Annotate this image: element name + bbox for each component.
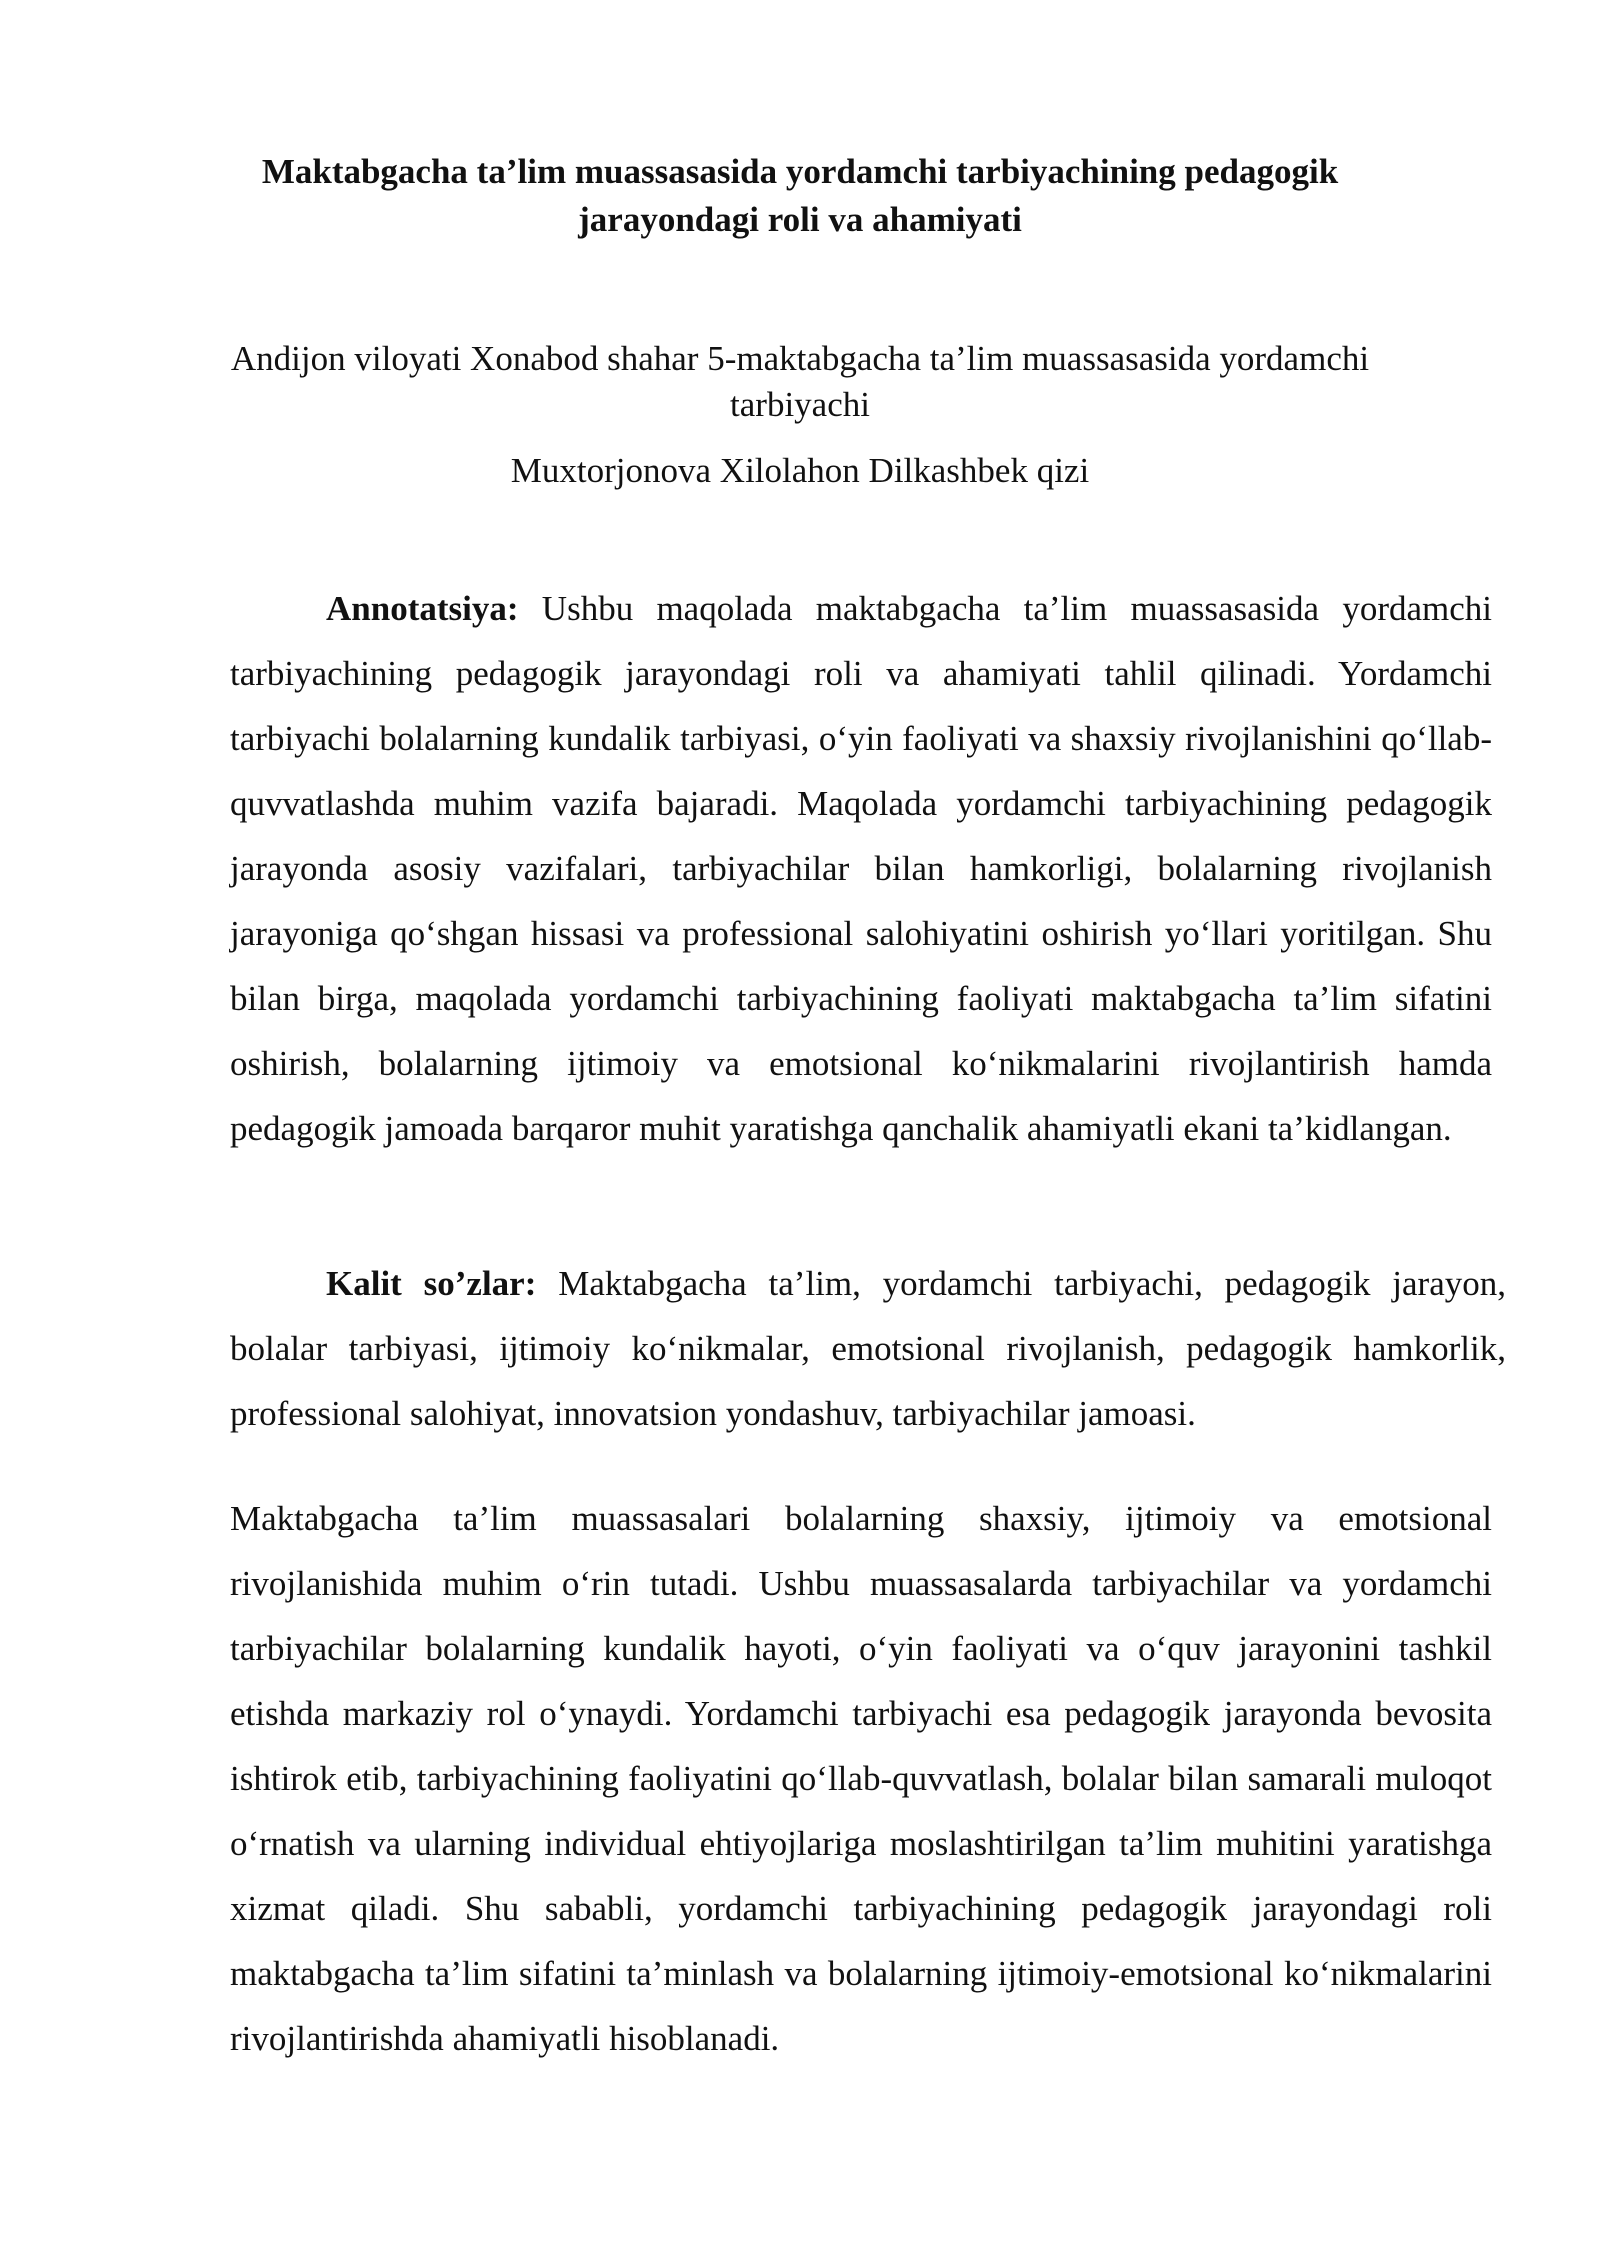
author-name: Muxtorjonova Xilolahon Dilkashbek qizi xyxy=(510,451,1090,490)
body-paragraph: Maktabgacha ta’lim muassasalari bolalarning shaxsiy, ijtimoiy va emotsional rivojlanishida muhim o‘rin tutadi. Ushbu muassasalarda tarbiyachilar va yordamchi tarbiyachilar bolalarning kundalik hayoti, o‘yin faoliyati va o‘quv jarayonini tashkil etishda markaziy rol o‘ynaydi. Yordamchi tarbiyachi esa pedagogik jarayonda bevosita ishtirok etib, tarbiyachining faoliyatini qo‘llab-quvvatlash, bolalar bilan samarali muloqot o‘rnatish va ularning individual ehtiyojlariga moslashtirilgan ta’lim muhitini yaratishga xizmat qiladi. Shu sababli, yordamchi tarbiyachining pedagogik jarayondagi roli maktabgacha ta’lim sifatini ta’minlash va bolalarning ijtimoiy-emotsional ko‘nikmalarini rivojlantirishda ahamiyatli hisoblanadi. xyxy=(230,1499,1492,2058)
paper-title: Maktabgacha ta’lim muassasasida yordamchi tarbiyachining pedagogik jarayondagi roli va ahamiyati xyxy=(261,152,1339,239)
keywords-label: Kalit so’zlar: xyxy=(326,1264,537,1303)
abstract-paragraph xyxy=(230,576,1492,1161)
keywords-paragraph xyxy=(230,1251,1506,1446)
keywords-text: Maktabgacha ta’lim, yordamchi tarbiyachi, pedagogik jarayon, bolalar tarbiyasi, ijtimoiy ko‘nikmalar, emotsional rivojlanish, pedagogik hamkorlik, professional salohiyat, innovatsion yondashuv, tarbiyachilar jamoasi. xyxy=(230,1264,1506,1433)
abstract-text: Ushbu maqolada maktabgacha ta’lim muassasasida yordamchi tarbiyachining pedagogik jarayondagi roli va ahamiyati tahlil qilinadi. Yordamchi tarbiyachi bolalarning kundalik tarbiyasi, o‘yin faoliyati va shaxsiy rivojlanishini qo‘llab-quvvatlashda muhim vazifa bajaradi. Maqolada yordamchi tarbiyachining pedagogik jarayonda asosiy vazifalari, tarbiyachilar bilan hamkorligi, bolalarning rivojlanish jarayoniga qo‘shgan hissasi va professional salohiyatini oshirish yo‘llari yoritilgan. Shu bilan birga, maqolada yordamchi tarbiyachining faoliyati maktabgacha ta’lim sifatini oshirish, bolalarning ijtimoiy va emotsional ko‘nikmalarini rivojlantirish hamda pedagogik jamoada barqaror muhit yaratishga qanchalik ahamiyatli ekani ta’kidlangan. xyxy=(230,589,1492,1148)
author-affiliation: Andijon viloyati Xonabod shahar 5-maktabgacha ta’lim muassasasida yordamchi tarbiyachi xyxy=(230,339,1370,424)
abstract-label: Annotatsiya: xyxy=(326,589,519,628)
